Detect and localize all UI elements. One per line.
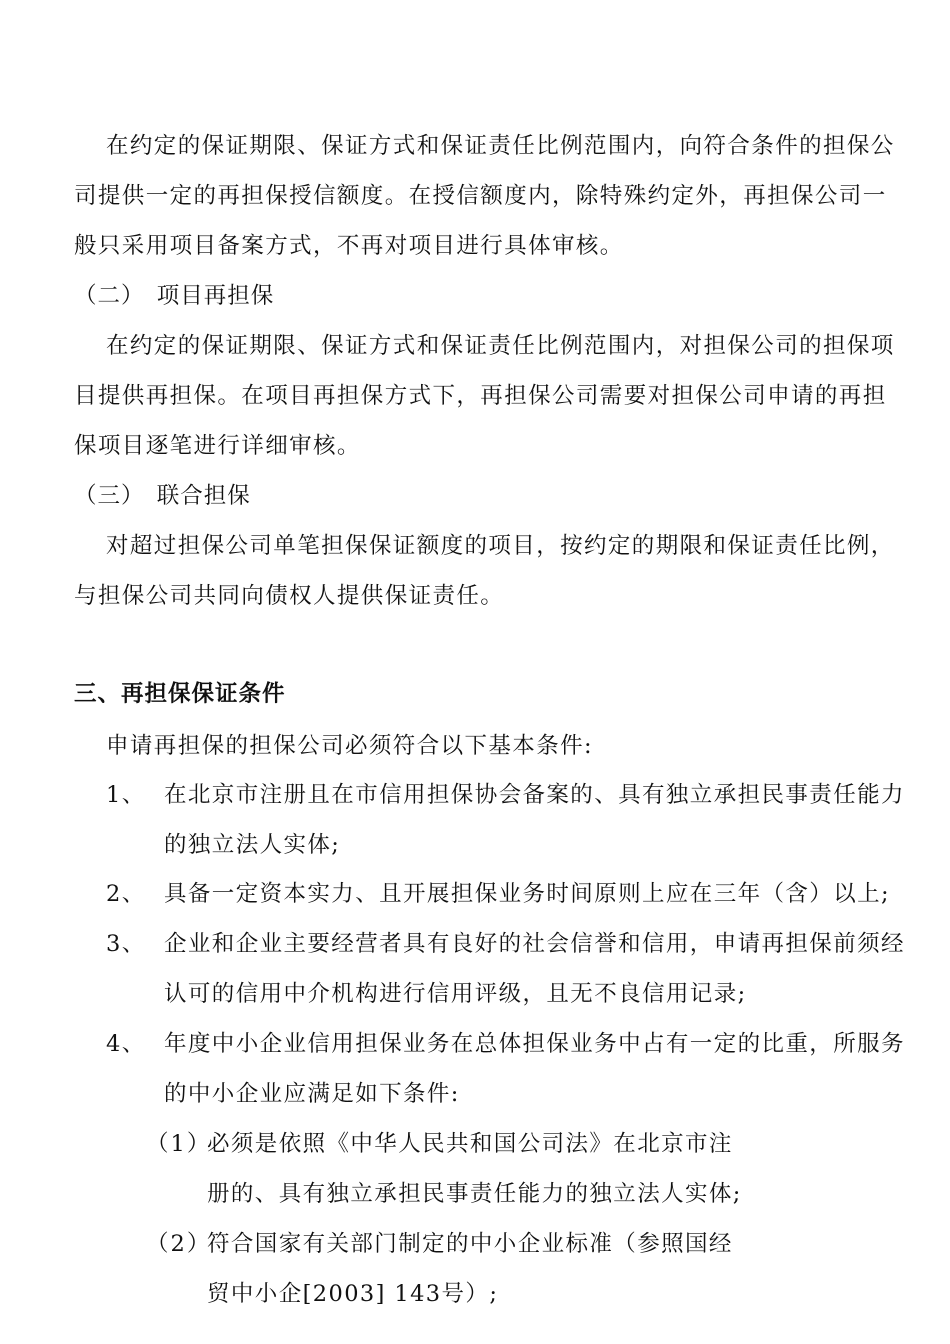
sub-list-item-text: 册的、具有独立承担民事责任能力的独立法人实体;: [207, 1181, 742, 1207]
sub-list-item-number: （1）: [146, 1131, 212, 1157]
sub-list-item-text: 必须是依照《中华人民共和国公司法》在北京市注: [207, 1131, 733, 1157]
subsection-heading: （二） 项目再担保: [74, 283, 275, 309]
list-item-text: 具备一定资本实力、且开展担保业务时间原则上应在三年（含）以上;: [164, 881, 890, 907]
sub-list-item-text: 贸中小企[2003] 143号）;: [207, 1281, 499, 1307]
list-item-text: 在北京市注册且在市信用担保协会备案的、具有独立承担民事责任能力: [164, 782, 905, 808]
list-item-text: 的中小企业应满足如下条件:: [164, 1081, 460, 1107]
section-heading: 三、再担保保证条件: [74, 681, 286, 707]
list-item-text: 年度中小企业信用担保业务在总体担保业务中占有一定的比重，所服务: [164, 1031, 905, 1057]
body-text-line: 在约定的保证期限、保证方式和保证责任比例范围内，对担保公司的担保项: [106, 333, 895, 359]
list-item-text: 企业和企业主要经营者具有良好的社会信誉和信用，申请再担保前须经: [164, 931, 905, 957]
list-item-number: 3、: [106, 931, 146, 957]
body-text-line: 与担保公司共同向债权人提供保证责任。: [74, 583, 505, 609]
sub-list-item-text: 符合国家有关部门制定的中小企业标准（参照国经: [207, 1231, 733, 1257]
list-item-text: 的独立法人实体;: [164, 832, 341, 858]
section-intro: 申请再担保的担保公司必须符合以下基本条件:: [106, 733, 593, 759]
body-text-line: 目提供再担保。在项目再担保方式下，再担保公司需要对担保公司申请的再担: [74, 383, 887, 409]
body-text-line: 般只采用项目备案方式，不再对项目进行具体审核。: [74, 233, 624, 259]
subsection-heading: （三） 联合担保: [74, 483, 251, 509]
body-text-line: 在约定的保证期限、保证方式和保证责任比例范围内，向符合条件的担保公: [106, 133, 895, 159]
list-item-number: 2、: [106, 881, 146, 907]
body-text-line: 司提供一定的再担保授信额度。在授信额度内，除特殊约定外，再担保公司一: [74, 183, 887, 209]
list-item-text: 认可的信用中介机构进行信用评级，且无不良信用记录;: [164, 981, 747, 1007]
sub-list-item-number: （2）: [146, 1231, 212, 1257]
list-item-number: 1、: [106, 782, 146, 808]
body-text-line: 保项目逐笔进行详细审核。: [74, 433, 361, 459]
list-item-number: 4、: [106, 1031, 146, 1057]
body-text-line: 对超过担保公司单笔担保保证额度的项目，按约定的期限和保证责任比例，: [106, 533, 895, 559]
